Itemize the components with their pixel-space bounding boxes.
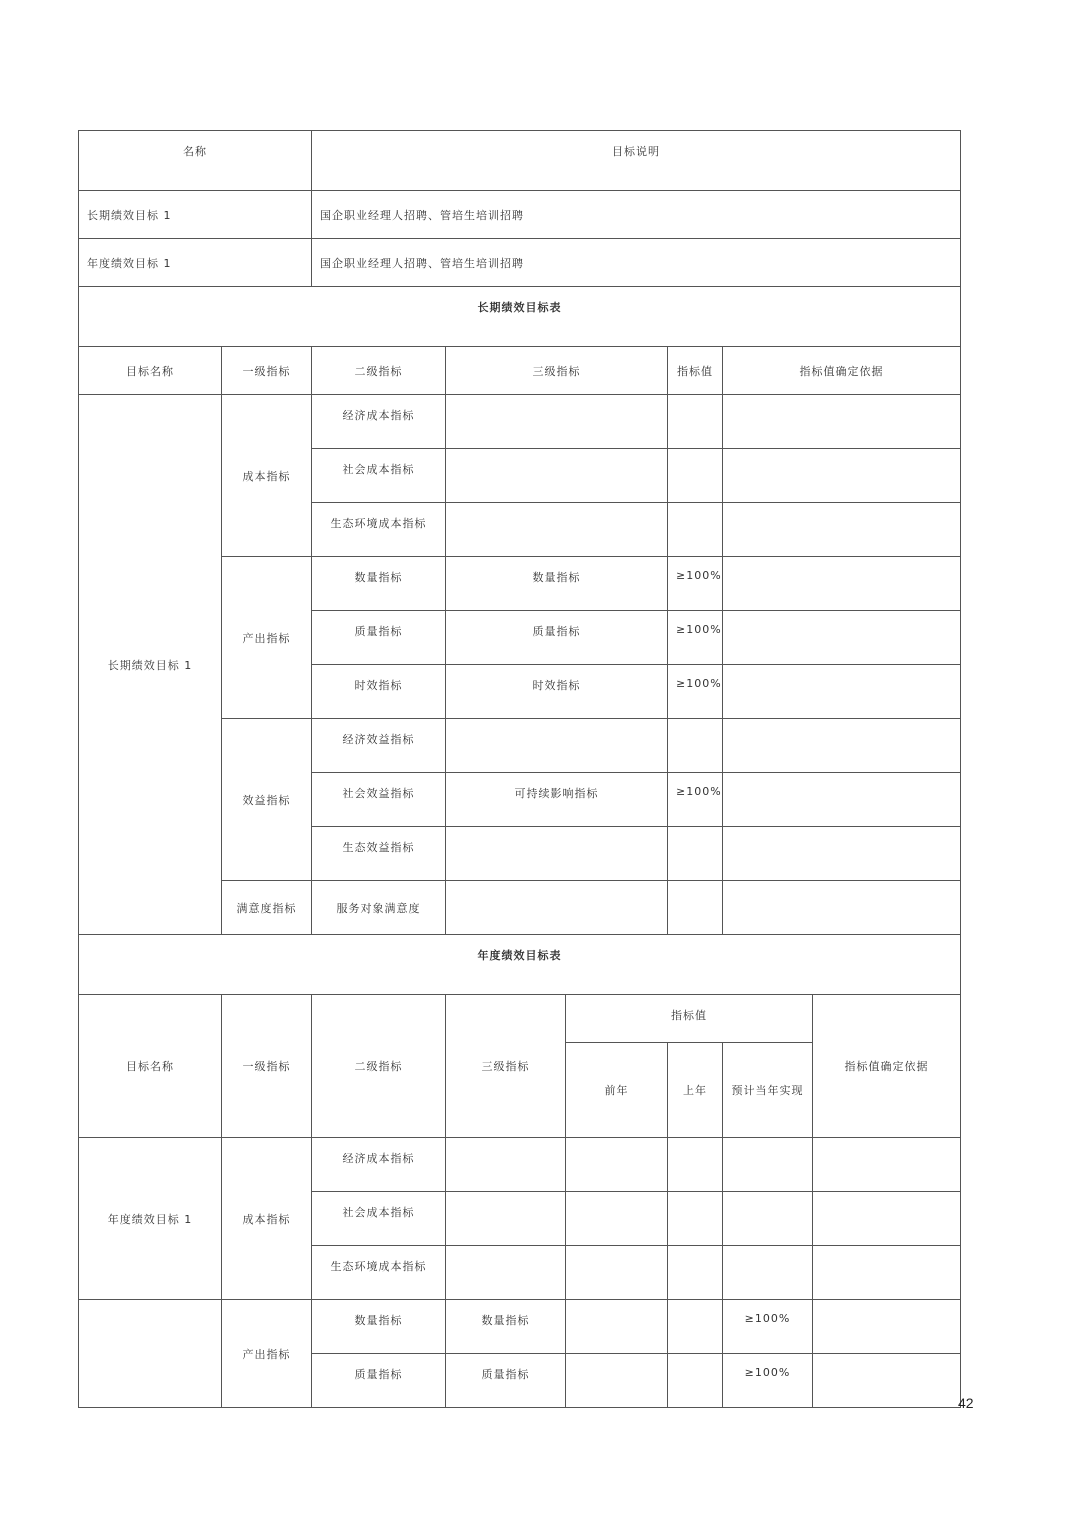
expected-cell: ≥100% bbox=[723, 1300, 813, 1354]
header-prev-year: 前年 bbox=[566, 1043, 668, 1138]
level2-cell: 经济成本指标 bbox=[312, 1138, 446, 1192]
prev-cell bbox=[566, 1192, 668, 1246]
header-value-group: 指标值 bbox=[566, 995, 813, 1043]
table-row bbox=[79, 1138, 961, 1192]
level2-cell: 数量指标 bbox=[312, 1300, 446, 1354]
goal-name-continuation bbox=[79, 1300, 222, 1408]
last-cell bbox=[668, 1138, 723, 1192]
header-basis: 指标值确定依据 bbox=[813, 995, 961, 1138]
level2-cell: 质量指标 bbox=[312, 611, 446, 665]
intro-row bbox=[79, 191, 961, 239]
basis-cell bbox=[723, 503, 961, 557]
last-cell bbox=[668, 1354, 723, 1408]
basis-cell bbox=[813, 1300, 961, 1354]
intro-col-name: 名称 bbox=[79, 131, 312, 191]
basis-cell bbox=[723, 773, 961, 827]
basis-cell bbox=[723, 719, 961, 773]
level3-cell: 时效指标 bbox=[446, 665, 668, 719]
level3-cell bbox=[446, 1192, 566, 1246]
last-cell bbox=[668, 1192, 723, 1246]
basis-cell bbox=[723, 449, 961, 503]
basis-cell bbox=[723, 881, 961, 935]
performance-sheet bbox=[78, 130, 960, 1408]
basis-cell bbox=[723, 395, 961, 449]
basis-cell bbox=[813, 1192, 961, 1246]
page-number: 42 bbox=[958, 1395, 974, 1411]
last-cell bbox=[668, 1246, 723, 1300]
value-cell bbox=[668, 449, 723, 503]
intro-row bbox=[79, 239, 961, 287]
long-term-table bbox=[78, 286, 961, 935]
basis-cell bbox=[723, 665, 961, 719]
level2-cell: 质量指标 bbox=[312, 1354, 446, 1408]
level1-cell: 效益指标 bbox=[222, 719, 312, 881]
header-level2: 二级指标 bbox=[312, 347, 446, 395]
intro-header-row bbox=[79, 131, 961, 191]
expected-cell bbox=[723, 1246, 813, 1300]
header-level2: 二级指标 bbox=[312, 995, 446, 1138]
basis-cell bbox=[723, 557, 961, 611]
intro-row-name: 年度绩效目标 1 bbox=[79, 239, 312, 287]
level3-cell bbox=[446, 1138, 566, 1192]
level2-cell: 时效指标 bbox=[312, 665, 446, 719]
level1-cell: 产出指标 bbox=[222, 1300, 312, 1408]
basis-cell bbox=[813, 1246, 961, 1300]
prev-cell bbox=[566, 1138, 668, 1192]
basis-cell bbox=[723, 611, 961, 665]
header-last-year: 上年 bbox=[668, 1043, 723, 1138]
intro-table bbox=[78, 130, 961, 287]
last-cell bbox=[668, 1300, 723, 1354]
level2-cell: 生态环境成本指标 bbox=[312, 1246, 446, 1300]
level3-cell bbox=[446, 449, 668, 503]
level1-cell: 成本指标 bbox=[222, 1138, 312, 1300]
intro-row-desc: 国企职业经理人招聘、管培生培训招聘 bbox=[312, 239, 961, 287]
level3-cell: 数量指标 bbox=[446, 557, 668, 611]
prev-cell bbox=[566, 1246, 668, 1300]
goal-name-cell: 年度绩效目标 1 bbox=[79, 1138, 222, 1300]
level2-cell: 服务对象满意度 bbox=[312, 881, 446, 935]
level3-cell: 数量指标 bbox=[446, 1300, 566, 1354]
long-header-row bbox=[79, 347, 961, 395]
header-level1: 一级指标 bbox=[222, 347, 312, 395]
level1-cell: 产出指标 bbox=[222, 557, 312, 719]
level2-cell: 数量指标 bbox=[312, 557, 446, 611]
value-cell bbox=[668, 395, 723, 449]
level3-cell: 质量指标 bbox=[446, 611, 668, 665]
header-expected: 预计当年实现 bbox=[723, 1043, 813, 1138]
level3-cell: 质量指标 bbox=[446, 1354, 566, 1408]
level2-cell: 经济效益指标 bbox=[312, 719, 446, 773]
level2-cell: 社会成本指标 bbox=[312, 449, 446, 503]
value-cell bbox=[668, 719, 723, 773]
annual-table bbox=[78, 934, 961, 1408]
level2-cell: 社会成本指标 bbox=[312, 1192, 446, 1246]
table-row bbox=[79, 1300, 961, 1354]
header-level1: 一级指标 bbox=[222, 995, 312, 1138]
level2-cell: 生态环境成本指标 bbox=[312, 503, 446, 557]
value-cell: ≥100% bbox=[668, 665, 723, 719]
intro-row-desc: 国企职业经理人招聘、管培生培训招聘 bbox=[312, 191, 961, 239]
level2-cell: 经济成本指标 bbox=[312, 395, 446, 449]
header-goal-name: 目标名称 bbox=[79, 347, 222, 395]
value-cell bbox=[668, 881, 723, 935]
level3-cell bbox=[446, 503, 668, 557]
long-table-title: 长期绩效目标表 bbox=[79, 287, 961, 347]
level3-cell bbox=[446, 395, 668, 449]
table-row bbox=[79, 395, 961, 449]
goal-name-cell: 长期绩效目标 1 bbox=[79, 395, 222, 935]
value-cell bbox=[668, 827, 723, 881]
basis-cell bbox=[813, 1138, 961, 1192]
prev-cell bbox=[566, 1354, 668, 1408]
basis-cell bbox=[723, 827, 961, 881]
expected-cell: ≥100% bbox=[723, 1354, 813, 1408]
basis-cell bbox=[813, 1354, 961, 1408]
level3-cell bbox=[446, 827, 668, 881]
header-goal-name: 目标名称 bbox=[79, 995, 222, 1138]
header-basis: 指标值确定依据 bbox=[723, 347, 961, 395]
header-level3: 三级指标 bbox=[446, 347, 668, 395]
level2-cell: 生态效益指标 bbox=[312, 827, 446, 881]
expected-cell bbox=[723, 1138, 813, 1192]
intro-col-desc: 目标说明 bbox=[312, 131, 961, 191]
header-value: 指标值 bbox=[668, 347, 723, 395]
header-level3: 三级指标 bbox=[446, 995, 566, 1138]
expected-cell bbox=[723, 1192, 813, 1246]
level3-cell bbox=[446, 719, 668, 773]
annual-table-title: 年度绩效目标表 bbox=[79, 935, 961, 995]
value-cell: ≥100% bbox=[668, 773, 723, 827]
long-title-row bbox=[79, 287, 961, 347]
annual-title-row bbox=[79, 935, 961, 995]
annual-header-row bbox=[79, 995, 961, 1043]
prev-cell bbox=[566, 1300, 668, 1354]
level1-cell: 满意度指标 bbox=[222, 881, 312, 935]
value-cell: ≥100% bbox=[668, 557, 723, 611]
level2-cell: 社会效益指标 bbox=[312, 773, 446, 827]
level3-cell bbox=[446, 1246, 566, 1300]
level1-cell: 成本指标 bbox=[222, 395, 312, 557]
intro-row-name: 长期绩效目标 1 bbox=[79, 191, 312, 239]
level3-cell: 可持续影响指标 bbox=[446, 773, 668, 827]
value-cell bbox=[668, 503, 723, 557]
value-cell: ≥100% bbox=[668, 611, 723, 665]
level3-cell bbox=[446, 881, 668, 935]
